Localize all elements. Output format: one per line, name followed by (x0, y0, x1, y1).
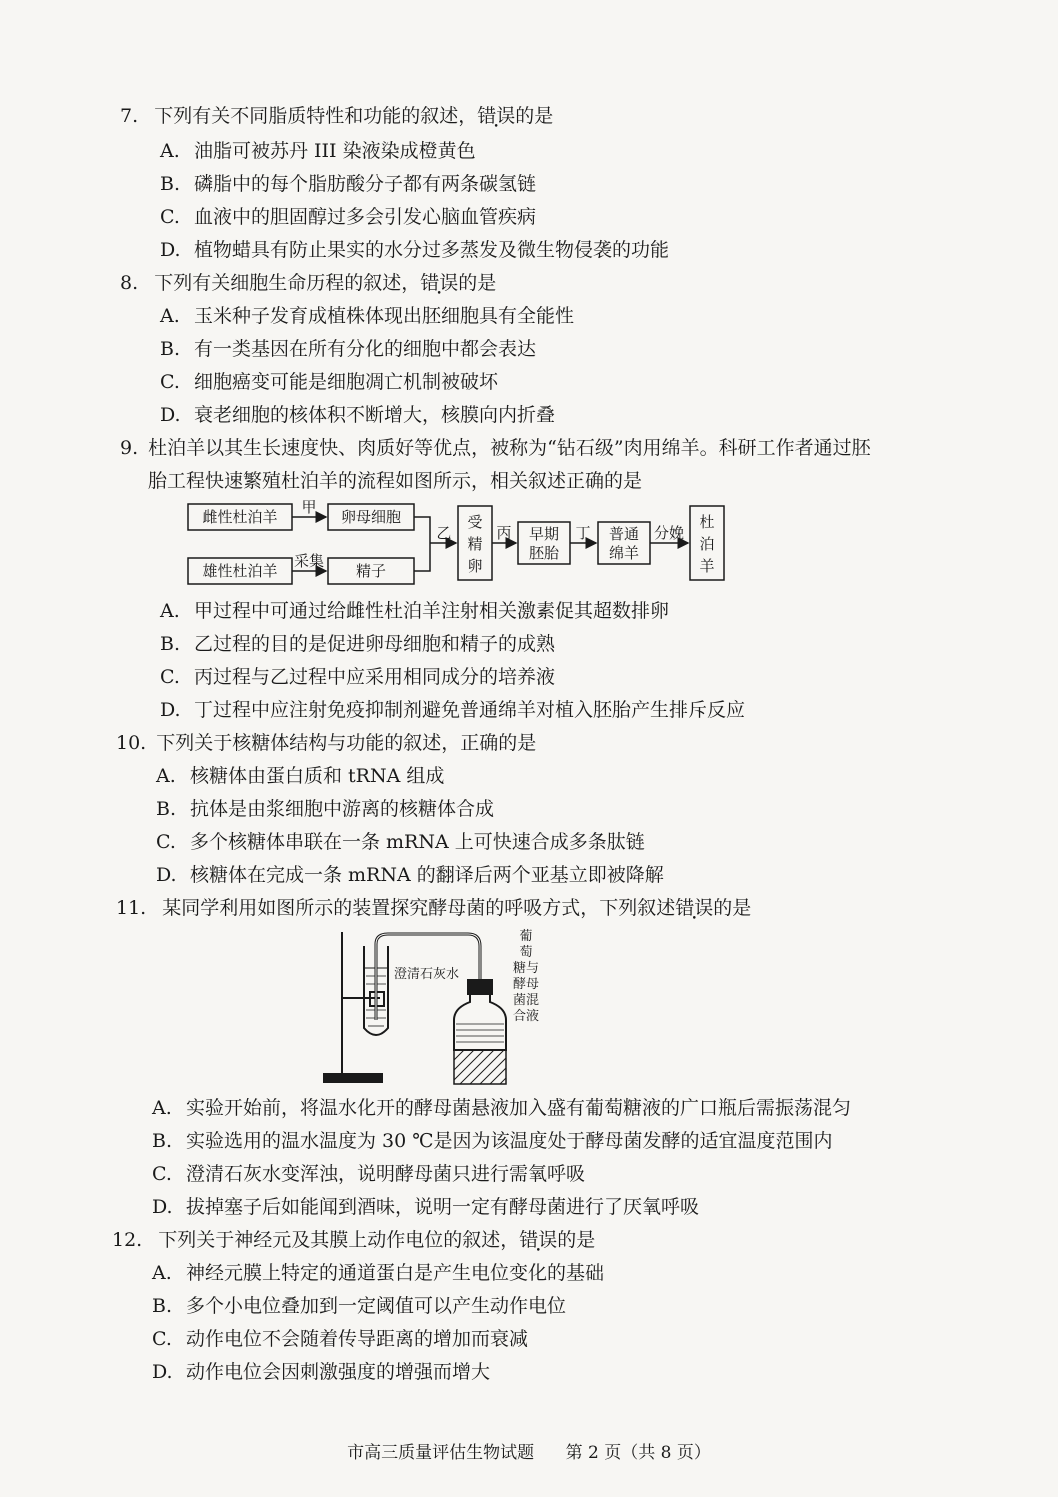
label-dorper-3: 羊 (699, 557, 715, 575)
label-mixture-4: 酵母 (512, 977, 540, 992)
option-8d[interactable]: D. 衰老细胞的核体积不断增大，核膜向内折叠 (160, 404, 556, 426)
embryo-engineering-flowchart (180, 500, 740, 592)
label-yi: 乙 (436, 524, 452, 542)
option-11b[interactable]: B. 实验选用的温水温度为 30 ℃是因为该温度处于酵母菌发酵的适宜温度范围内 (152, 1130, 833, 1152)
label-male: 雄性杜泊羊 (202, 562, 278, 580)
option-9a[interactable]: A. 甲过程中可通过给雌性杜泊羊注射相关激素促其超数排卵 (160, 600, 670, 622)
label-dorper-2: 泊 (699, 535, 715, 553)
emphasis-mark: 错误 (477, 105, 516, 127)
label-jia: 甲 (301, 500, 317, 516)
question-11-stem: 11. 某同学利用如图所示的装置探究酵母菌的呼吸方式，下列叙述错误的是 (116, 897, 752, 919)
label-zygote-2: 精 (467, 535, 483, 553)
option-10d[interactable]: D. 核糖体在完成一条 mRNA 的翻译后两个亚基立即被降解 (156, 864, 664, 886)
label-zygote-3: 卵 (467, 557, 483, 575)
option-8a[interactable]: A. 玉米种子发育成植株体现出胚细胞具有全能性 (160, 305, 575, 327)
option-7a[interactable]: A. 油脂可被苏丹 III 染液染成橙黄色 (160, 140, 476, 162)
label-mixture-6: 合液 (512, 1009, 540, 1024)
option-7d[interactable]: D. 植物蜡具有防止果实的水分过多蒸发及微生物侵袭的功能 (160, 239, 670, 261)
label-female: 雌性杜泊羊 (202, 508, 278, 526)
page-footer (0, 1438, 1058, 1463)
label-bing: 丙 (496, 524, 512, 542)
emphasis-mark: 错误 (675, 897, 714, 919)
option-12b[interactable]: B. 多个小电位叠加到一定阈值可以产生动作电位 (152, 1295, 567, 1317)
option-7c[interactable]: C. 血液中的胆固醇过多会引发心脑血管疾病 (160, 206, 537, 228)
question-10-stem: 10. 下列关于核糖体结构与功能的叙述，正确的是 (116, 732, 537, 754)
label-early-1: 早期 (528, 525, 560, 543)
option-10b[interactable]: B. 抗体是由浆细胞中游离的核糖体合成 (156, 798, 495, 820)
page-number: 第 2 页（共 8 页） (565, 1443, 711, 1463)
label-ding: 丁 (575, 524, 591, 542)
label-zygote-1: 受 (467, 513, 483, 531)
label-sheep-2: 绵羊 (608, 544, 640, 562)
question-7-stem: 7. 下列有关不同脂质特性和功能的叙述，错误的是 (120, 105, 554, 127)
option-8c[interactable]: C. 细胞癌变可能是细胞凋亡机制被破坏 (160, 371, 499, 393)
option-11a[interactable]: A. 实验开始前，将温水化开的酵母菌悬液加入盛有葡萄糖液的广口瓶后需振荡混匀 (152, 1097, 852, 1119)
label-mixture-3: 糖与 (512, 961, 540, 976)
emphasis-mark: 错误 (519, 1229, 558, 1251)
option-9b[interactable]: B. 乙过程的目的是促进卵母细胞和精子的成熟 (160, 633, 556, 655)
label-oocyte: 卵母细胞 (340, 508, 402, 526)
exam-title: 市高三质量评估生物试题 (347, 1443, 535, 1463)
question-8-stem: 8. 下列有关细胞生命历程的叙述，错误的是 (120, 272, 497, 294)
option-9c[interactable]: C. 丙过程与乙过程中应采用相同成分的培养液 (160, 666, 556, 688)
emphasis-mark: 错误 (420, 272, 459, 294)
yeast-respiration-apparatus (318, 928, 558, 1088)
label-dorper-1: 杜 (699, 513, 715, 531)
option-11d[interactable]: D. 拔掉塞子后如能闻到酒味，说明一定有酵母菌进行了厌氧呼吸 (152, 1196, 700, 1218)
option-10a[interactable]: A. 核糖体由蛋白质和 tRNA 组成 (156, 765, 445, 787)
option-11c[interactable]: C. 澄清石灰水变浑浊，说明酵母菌只进行需氧呼吸 (152, 1163, 586, 1185)
label-sperm: 精子 (355, 562, 387, 580)
label-mixture-5: 菌混 (512, 993, 540, 1008)
question-9-stem: 9. 杜泊羊以其生长速度快、肉质好等优点，被称为“钻石级”肉用绵羊。科研工作者通过胚 (120, 437, 871, 459)
question-9-stem-line2: 胎工程快速繁殖杜泊羊的流程如图所示，相关叙述正确的是 (148, 470, 643, 492)
option-12a[interactable]: A. 神经元膜上特定的通道蛋白是产生电位变化的基础 (152, 1262, 605, 1284)
option-10c[interactable]: C. 多个核糖体串联在一条 mRNA 上可快速合成多条肽链 (156, 831, 645, 853)
label-sheep-1: 普通 (608, 525, 640, 543)
label-limewater: 澄清石灰水 (394, 967, 460, 982)
label-mixture-1: 葡 (519, 929, 533, 944)
label-collect: 采集 (293, 552, 325, 570)
label-mixture-2: 萄 (519, 945, 533, 960)
label-birth: 分娩 (653, 524, 685, 542)
option-12c[interactable]: C. 动作电位不会随着传导距离的增加而衰减 (152, 1328, 529, 1350)
option-7b[interactable]: B. 磷脂中的每个脂肪酸分子都有两条碳氢链 (160, 173, 537, 195)
option-8b[interactable]: B. 有一类基因在所有分化的细胞中都会表达 (160, 338, 537, 360)
option-12d[interactable]: D. 动作电位会因刺激强度的增强而增大 (152, 1361, 491, 1383)
question-12-stem: 12. 下列关于神经元及其膜上动作电位的叙述，错误的是 (112, 1229, 596, 1251)
label-early-2: 胚胎 (528, 544, 560, 562)
option-9d[interactable]: D. 丁过程中应注射免疫抑制剂避免普通绵羊对植入胚胎产生排斥反应 (160, 699, 746, 721)
